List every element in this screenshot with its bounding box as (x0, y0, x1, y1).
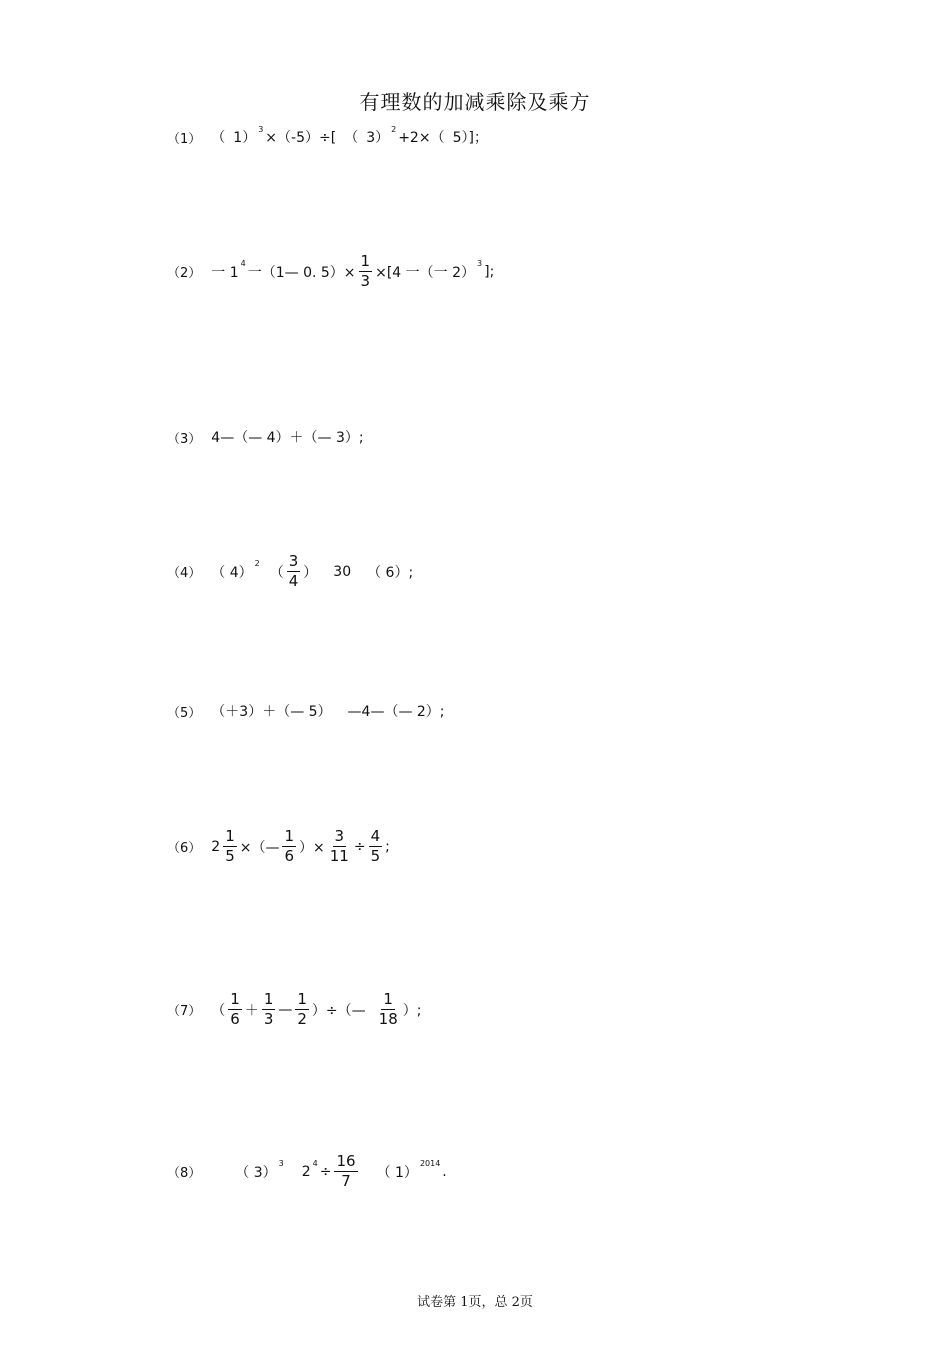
expr-text: ） (303, 564, 318, 581)
exponent: 2 (391, 124, 397, 134)
numerator: 3 (288, 552, 299, 570)
exponent: 4 (240, 259, 246, 268)
denominator: 6 (284, 847, 295, 865)
problem-number: （5） (167, 705, 202, 721)
problem-number: （8） (167, 1166, 202, 1181)
expr-text: ）÷（— (311, 1002, 366, 1019)
problem-number: （6） (167, 841, 202, 856)
page-title: 有理数的加减乘除及乘方 (359, 90, 591, 114)
problem-number: （2） (167, 266, 202, 281)
problem-4 (167, 552, 413, 591)
numerator: 1 (225, 827, 235, 845)
exponent: 3 (477, 259, 483, 268)
numerator: 1 (383, 990, 393, 1008)
expr-text: （ (211, 1002, 226, 1019)
expr-text: 一 1 (211, 264, 239, 281)
expr-text: （＋3）＋（— 5） (211, 704, 332, 720)
fraction (262, 990, 276, 1029)
exponent: 3 (258, 124, 264, 134)
expr-text: ×（— (239, 839, 280, 856)
expr-text: （ (344, 130, 359, 146)
fraction (282, 827, 296, 866)
exponent: 2 (254, 559, 260, 568)
fraction (328, 827, 351, 866)
problem-3 (167, 427, 364, 447)
problem-2 (167, 252, 494, 291)
problem-number: （1） (167, 131, 202, 147)
expr-text: . (442, 1163, 447, 1180)
numerator: 1 (230, 990, 240, 1008)
denominator: 4 (288, 572, 299, 590)
expr-text: （ (269, 564, 284, 581)
expr-text: ＋ (244, 1002, 259, 1019)
expr-text: （ 4） (211, 564, 253, 581)
page-footer: 试卷第 1页，总 2页 (417, 1295, 533, 1310)
denominator: 2 (297, 1010, 307, 1028)
expr-text: ÷ (319, 1163, 332, 1180)
expr-text: ×[4 一（一 2） (375, 264, 476, 281)
denominator: 5 (225, 847, 235, 865)
expr-text: （ (211, 130, 226, 146)
expr-text: （ 6）; (367, 564, 414, 581)
expr-text: 4—（— 4）＋（— 3）; (211, 430, 364, 446)
expr-text: ; (385, 838, 390, 855)
denominator: 6 (230, 1010, 240, 1028)
denominator: 3 (360, 272, 371, 290)
expr-text: ]; (484, 263, 495, 280)
expr-text: — (278, 1001, 293, 1018)
fraction (228, 990, 242, 1029)
numerator: 1 (284, 827, 295, 845)
problem-6 (167, 827, 390, 866)
expr-text: 2 (211, 838, 221, 855)
numerator: 1 (360, 252, 371, 270)
expr-text: 一（1— 0. 5）× (247, 264, 356, 281)
numerator: 4 (370, 827, 381, 845)
denominator: 3 (263, 1010, 274, 1028)
numerator: 3 (334, 827, 345, 845)
denominator: 18 (378, 1010, 398, 1028)
expr-text: 5）]； (452, 130, 488, 146)
expr-text: ）; (402, 1002, 422, 1019)
denominator: 7 (341, 1172, 351, 1190)
expr-text: +2×（ (398, 130, 445, 146)
numerator: 16 (336, 1152, 356, 1170)
fraction (334, 1152, 357, 1191)
numerator: 1 (263, 990, 274, 1008)
fraction (223, 827, 237, 866)
expr-text: 30 (333, 563, 352, 580)
exponent: 2014 (419, 1159, 441, 1168)
exponent: 3 (278, 1159, 284, 1168)
expr-text: ÷ (353, 838, 366, 855)
problem-7 (167, 990, 421, 1029)
expr-text: 3） (366, 130, 390, 146)
fraction (287, 552, 301, 591)
denominator: 5 (370, 847, 381, 865)
expr-text: （ 1） (376, 1164, 418, 1181)
problem-1 (167, 124, 488, 147)
denominator: 11 (329, 847, 349, 865)
fraction (295, 990, 309, 1029)
problem-number: （3） (167, 431, 202, 447)
expr-text: ）× (299, 839, 325, 856)
expr-text: （ 3） (235, 1164, 277, 1181)
numerator: 1 (297, 990, 307, 1008)
expr-text: ×（-5）÷[ (265, 130, 337, 146)
expr-text: 2 (301, 1163, 311, 1180)
fraction (359, 252, 373, 291)
problem-5 (167, 701, 445, 721)
problem-8 (167, 1152, 447, 1191)
expr-text: —4—（— 2）; (347, 704, 445, 720)
problem-number: （7） (167, 1004, 202, 1019)
exponent: 4 (312, 1159, 318, 1168)
fraction (377, 990, 400, 1029)
fraction (369, 827, 383, 866)
expr-text: 1） (233, 130, 257, 146)
problem-number: （4） (167, 566, 202, 581)
